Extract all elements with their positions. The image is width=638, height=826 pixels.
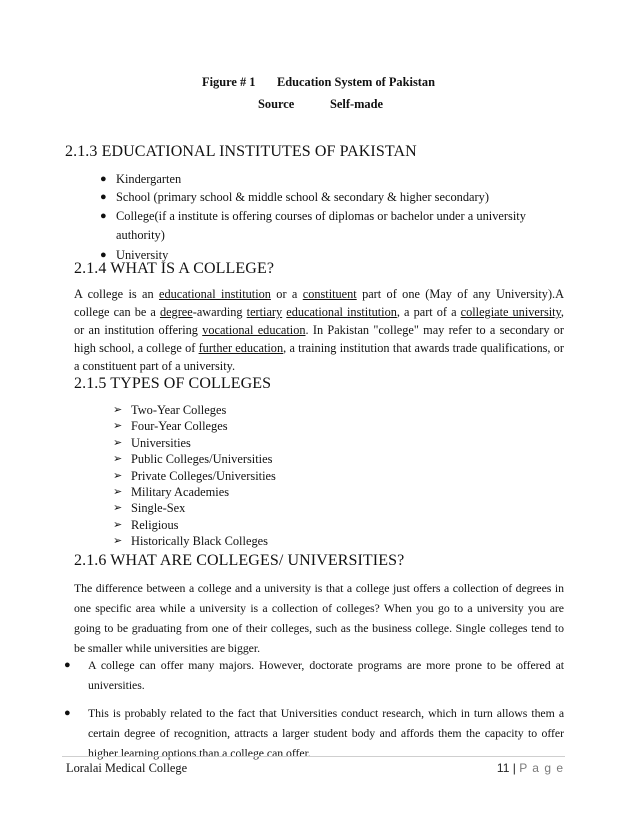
list-item: ● This is probably related to the fact that Universities conduct research, which in turn allows them a certain degree of recognition, attracts a larger student body and affords them the capacity to offer higher learning options than a college can offer. — [88, 703, 564, 763]
list-item: ● School (primary school & middle school & secondary & higher secondary) — [100, 190, 490, 205]
bullet-icon: ● — [100, 173, 107, 185]
list-item: ➢ Religious — [113, 517, 179, 532]
page-number: 11 — [496, 761, 510, 775]
arrow-bullet-icon: ➢ — [113, 420, 123, 433]
list-item: ● Kindergarten — [100, 172, 182, 186]
institutes-list — [100, 171, 564, 263]
list-item: ➢ Private Colleges/Universities — [113, 468, 276, 483]
footer-page-indicator — [497, 761, 564, 775]
link-tertiary[interactable]: tertiary — [246, 305, 283, 319]
section-heading-2-1-3: 2.1.3 EDUCATIONAL INSTITUTES OF PAKISTAN — [65, 143, 417, 160]
link-further-education[interactable]: further education — [198, 341, 284, 355]
figure-source-value: Self-made — [330, 97, 383, 111]
link-constituent[interactable]: constituent — [302, 287, 357, 301]
link-vocational-education[interactable]: vocational education — [202, 323, 306, 337]
arrow-bullet-icon: ➢ — [113, 535, 123, 548]
footer-institution: Loralai Medical College — [66, 761, 188, 775]
arrow-bullet-icon: ➢ — [113, 404, 123, 416]
section-heading-2-1-4: 2.1.4 WHAT IS A COLLEGE? — [74, 260, 275, 277]
page-separator: | — [512, 761, 516, 775]
college-definition-paragraph: A college is an educational institution or a constituent part of one (May of any University).A college can be a degree-awarding tertiary educational institution, a part of a collegiate university, or an institution offering vocational education. In Pakistan "college" may refer to a secondary or high school, a college of further education, a training institution that awards trade qualifications, or a constituent part of a university. — [74, 287, 564, 373]
figure-label: Figure # 1 — [202, 75, 256, 89]
arrow-bullet-icon: ➢ — [113, 453, 123, 466]
arrow-bullet-icon: ➢ — [113, 518, 123, 531]
list-item: ● University — [100, 247, 169, 262]
figure-caption: Education System of Pakistan — [277, 75, 435, 89]
college-types-list — [113, 402, 531, 550]
arrow-bullet-icon: ➢ — [113, 436, 123, 449]
list-item: ➢ Historically Black Colleges — [113, 534, 268, 549]
arrow-bullet-icon: ➢ — [113, 486, 123, 499]
list-item-continuation: authority) — [116, 228, 165, 243]
difference-paragraph: The difference between a college and a university is that a college just offers a collection of degrees in one specific area while a university is a collection of colleges? When you go to a university you are going to be graduating from one of their colleges, such as the business college. Single colleges tend to be smaller while universities are bigger. — [74, 581, 564, 655]
list-item: ● A college can offer many majors. However, doctorate programs are more prone to be offered at universities. — [88, 655, 564, 695]
link-educational-institution[interactable]: educational institution — [159, 287, 271, 301]
bullet-icon: ● — [100, 209, 107, 222]
list-item: ➢ Public Colleges/Universities — [113, 452, 273, 467]
bullet-icon: ● — [64, 659, 71, 671]
link-collegiate-university[interactable]: collegiate university — [460, 305, 561, 319]
list-item: ➢ Universities — [113, 435, 191, 450]
arrow-bullet-icon: ➢ — [113, 469, 123, 482]
arrow-bullet-icon: ➢ — [113, 502, 123, 515]
bullet-icon: ● — [100, 191, 107, 204]
list-item: ➢ Military Academies — [113, 485, 230, 500]
bullet-icon: ● — [64, 707, 71, 719]
list-item: ➢ Single-Sex — [113, 501, 186, 516]
section-heading-2-1-6: 2.1.6 WHAT ARE COLLEGES/ UNIVERSITIES? — [74, 552, 405, 569]
figure-source-label: Source — [258, 97, 295, 111]
footer-divider — [62, 756, 565, 757]
link-educational-institution-2[interactable]: educational institution — [286, 305, 397, 319]
section-heading-2-1-5: 2.1.5 TYPES OF COLLEGES — [74, 375, 272, 392]
list-item: ➢ Four-Year Colleges — [113, 419, 228, 434]
list-item: ● College(if a institute is offering courses of diplomas or bachelor under a university — [100, 208, 526, 223]
list-item: ➢ Two-Year Colleges — [113, 403, 227, 417]
link-degree[interactable]: degree — [159, 305, 193, 319]
page-word: P a g e — [519, 761, 564, 775]
difference-bullets — [64, 655, 564, 771]
bullet-icon: ● — [100, 248, 107, 261]
